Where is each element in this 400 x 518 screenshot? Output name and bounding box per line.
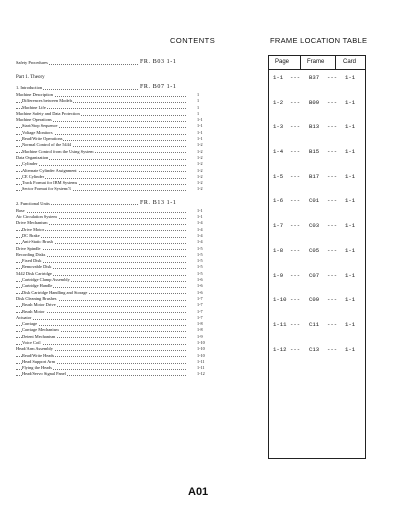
toc-entry-title: Machine Description — [16, 92, 53, 97]
frame-cell-page: 1-9 — [273, 271, 284, 279]
toc-entry-page: 1-2 — [197, 186, 203, 192]
toc-entry-page: 1-2 — [197, 180, 203, 186]
toc-entry-page: 1-7 — [197, 314, 203, 320]
toc-entry-page: 1-6 — [197, 283, 203, 289]
toc-entry-page: 1-4 — [197, 232, 203, 238]
frame-row-separator: --- — [327, 296, 338, 304]
toc-entry-title: Voice Coil — [22, 339, 41, 345]
toc-entry-title: 5442 Disk Cartridge — [16, 270, 52, 276]
frame-table-row — [269, 292, 365, 317]
frame-row-separator: --- — [290, 123, 301, 131]
toc-entry-page: 1 — [197, 110, 200, 116]
frame-row-separator: --- — [290, 345, 301, 353]
toc-entry-page: 1-10 — [197, 339, 205, 345]
toc-entry-title: Head Support Arm — [22, 358, 56, 364]
header-card: Card — [343, 59, 357, 65]
toc-entry-title: Flying the Heads — [22, 365, 52, 371]
toc-entry-page: 1 — [197, 98, 200, 104]
toc-entry-title: Start/Stop Sequence — [22, 123, 58, 129]
toc-entry-title: Cartridge Handle — [22, 283, 53, 289]
toc-entry-page: 1-6 — [197, 277, 203, 283]
frame-cell-page: 1-3 — [273, 123, 284, 131]
toc-entry-page: 1-1 — [197, 129, 203, 135]
toc-entry-page: 1-5 — [197, 270, 203, 276]
toc-entry-page: 1-12 — [197, 371, 205, 377]
toc-entry-title: Drive Mechanism — [16, 220, 48, 226]
frame-cell-card: 1-1 — [345, 123, 356, 131]
toc-entry-title: Disk Cleaning Brushes — [16, 295, 57, 301]
frame-cell-card: 1-1 — [345, 74, 356, 81]
toc-entry-page: 1-5 — [197, 251, 203, 257]
toc-entry-title: Sector Format for System/3 — [22, 186, 71, 192]
frame-table-row — [269, 144, 365, 169]
toc-entry-title: Head/Servo Signal Panel — [22, 371, 66, 377]
frame-row-separator: --- — [327, 123, 338, 131]
toc-entry-page: 1 — [197, 92, 200, 97]
frame-cell-card: 1-1 — [345, 320, 356, 328]
toc-entry-page: 1-2 — [197, 161, 203, 167]
toc-entry-page: 1-1 — [197, 136, 203, 142]
toc-entry-title: Data Organization — [16, 154, 49, 160]
toc-entry-title: Cartridge Clamp Assembly — [22, 277, 70, 283]
toc-entry-page: 1-6 — [197, 289, 203, 295]
toc-entry-title: Base — [16, 207, 25, 213]
frame-table-row — [269, 119, 365, 144]
toc-entry-page: FR. B07 1-1 — [140, 84, 177, 90]
frame-row-separator: --- — [327, 246, 338, 254]
toc-entry-title: Anti-Static Brush — [22, 239, 53, 245]
toc-leader-dots — [16, 165, 186, 166]
toc-entry-page: 1-1 — [197, 117, 203, 123]
frame-row-separator: --- — [327, 197, 338, 205]
frame-cell-frame: C01 — [309, 197, 320, 205]
toc-entry-page: 1-11 — [197, 365, 205, 371]
toc-entry — [16, 83, 248, 92]
header-frame: Frame — [307, 59, 325, 65]
toc-entry-page: 1-2 — [197, 148, 203, 154]
frame-row-separator: --- — [290, 271, 301, 279]
frame-cell-card: 1-1 — [345, 296, 356, 304]
toc-entry-title: Track Format for IBM Systems — [22, 180, 78, 186]
frame-location-table — [268, 55, 366, 459]
frame-cell-frame: B17 — [309, 172, 320, 180]
frame-cell-page: 1-12 — [273, 345, 287, 353]
toc-entry-title: Machine Safety and Data Protection — [16, 110, 80, 116]
toc-entry-page: 1-5 — [197, 264, 203, 270]
toc-entry-title: Machine Control from the Using System — [22, 148, 94, 154]
frame-cell-page: 1-5 — [273, 172, 284, 180]
frame-row-separator: --- — [327, 172, 338, 180]
frame-cell-frame: C07 — [309, 271, 320, 279]
frame-cell-page: 1-1 — [273, 74, 284, 81]
toc-entry-title: Read/Write Heads — [22, 352, 55, 358]
frame-row-separator: --- — [290, 320, 301, 328]
toc-entry-page: 1-5 — [197, 258, 203, 264]
toc-leader-dots — [16, 212, 186, 213]
toc-entry-page: 1-1 — [197, 207, 203, 213]
frame-table-header — [269, 56, 365, 70]
contents-title: CONTENTS — [170, 36, 216, 45]
toc-entry-title: Actuator — [16, 314, 32, 320]
toc-entry-page: 1-7 — [197, 295, 203, 301]
frame-cell-card: 1-1 — [345, 172, 356, 180]
frame-cell-page: 1-7 — [273, 222, 284, 230]
toc-entry-page: FR. B03 1-1 — [140, 59, 177, 65]
frame-row-separator: --- — [290, 172, 301, 180]
toc-entry-title: Brush Motor — [22, 308, 45, 314]
frame-cell-card: 1-1 — [345, 148, 356, 156]
frame-row-separator: --- — [290, 74, 301, 81]
toc-entry-page: 1-4 — [197, 239, 203, 245]
toc-entry-page: 1-1 — [197, 214, 203, 220]
frame-cell-frame: C05 — [309, 246, 320, 254]
toc-entry-title: Read/Write Operations — [22, 136, 63, 142]
toc-entry-page: 1-9 — [197, 333, 203, 339]
toc-entry-page: 1-2 — [197, 142, 203, 148]
toc-entry-page: 1-10 — [197, 352, 205, 358]
frame-row-separator: --- — [327, 98, 338, 106]
frame-row-separator: --- — [327, 345, 338, 353]
toc-part-heading — [16, 73, 248, 83]
toc-entry-title: Normal Control of the 5444 — [22, 142, 72, 148]
frame-cell-frame: C09 — [309, 296, 320, 304]
frame-row-separator: --- — [327, 222, 338, 230]
frame-table-row — [269, 70, 365, 95]
toc-entry-page: 1-2 — [197, 167, 203, 173]
toc-entry-page: 1-8 — [197, 327, 203, 333]
table-of-contents — [16, 58, 248, 378]
fiche-page-mark: A01 — [188, 486, 209, 498]
toc-entry-title: Air Circulation System — [16, 214, 57, 220]
toc-leader-dots — [16, 319, 186, 320]
frame-cell-frame: B09 — [309, 98, 320, 106]
frame-cell-frame: B13 — [309, 123, 320, 131]
frame-row-separator: --- — [327, 320, 338, 328]
frame-cell-frame: B15 — [309, 148, 320, 156]
frame-cell-page: 1-8 — [273, 246, 284, 254]
toc-entry-title: Voltage Monitors — [22, 129, 53, 135]
toc-entry — [16, 371, 248, 377]
toc-entry-title: 2. Functional Units — [16, 200, 50, 206]
toc-leader-dots — [16, 325, 186, 326]
toc-entry-title: Disk Cartridge Handling and Storage — [22, 289, 88, 295]
toc-entry-page: FR. B13 1-1 — [140, 199, 177, 206]
toc-entry-title: Brush Motor Drive — [22, 302, 56, 308]
toc-entry-page: 1-2 — [197, 154, 203, 160]
frame-cell-frame: B37 — [309, 74, 320, 81]
frame-row-separator: --- — [327, 271, 338, 279]
frame-row-separator: --- — [290, 98, 301, 106]
toc-entry-page: 1 — [197, 104, 200, 110]
frame-cell-card: 1-1 — [345, 271, 356, 279]
toc-entry-title: Detent Mechanism — [22, 333, 56, 339]
frame-row-separator: --- — [290, 148, 301, 156]
frame-cell-frame: C11 — [309, 320, 320, 328]
toc-entry-title: Part 1. Theory — [16, 73, 46, 83]
frame-table-row — [269, 218, 365, 243]
toc-entry-page: 1-11 — [197, 358, 205, 364]
frame-cell-frame: C13 — [309, 345, 320, 353]
frame-row-separator: --- — [290, 246, 301, 254]
frame-row-separator: --- — [290, 197, 301, 205]
frame-cell-card: 1-1 — [345, 345, 356, 353]
toc-entry-title: Safety Procedures — [16, 60, 48, 65]
frame-row-separator: --- — [327, 148, 338, 156]
frame-cell-card: 1-1 — [345, 197, 356, 205]
toc-entry-title: Head/Arm Assembly — [16, 346, 53, 352]
toc-entry — [16, 58, 248, 67]
toc-entry-page: 1-5 — [197, 245, 203, 251]
frame-table-row — [269, 317, 365, 342]
toc-entry-title: Carriage — [22, 321, 38, 327]
toc-entry-page: 1-10 — [197, 346, 205, 352]
toc-entry-title: Drive Spindle — [16, 245, 41, 251]
frame-table-row — [269, 95, 365, 120]
toc-entry-title: Recording Disks — [16, 251, 46, 257]
toc-entry-title: Differences between Models — [22, 98, 73, 104]
toc-entry-page: 1-8 — [197, 321, 203, 327]
frame-table-row — [269, 243, 365, 268]
frame-table-row — [269, 268, 365, 293]
toc-entry-title: DC Brake — [22, 232, 40, 238]
toc-entry-page: 1-4 — [197, 226, 203, 232]
frame-cell-page: 1-10 — [273, 296, 287, 304]
toc-leader-dots — [16, 237, 186, 238]
toc-entry-title: Machine Life — [22, 104, 46, 110]
frame-table-row — [269, 342, 365, 367]
frame-table-row — [269, 193, 365, 218]
frame-row-separator: --- — [290, 222, 301, 230]
frame-location-table-title: FRAME LOCATION TABLE — [270, 36, 368, 45]
frame-cell-page: 1-6 — [273, 197, 284, 205]
toc-entry-title: 1. Introduction — [16, 85, 43, 90]
header-page: Page — [275, 59, 290, 65]
toc-entry-title: Alternate Cylinder Assignment — [22, 167, 77, 173]
frame-cell-card: 1-1 — [345, 222, 356, 230]
toc-entry-page: 1-1 — [197, 123, 203, 129]
toc-entry-title: Fixed Disk — [22, 258, 42, 264]
frame-cell-page: 1-4 — [273, 148, 284, 156]
toc-entry-title: Removable Disk — [22, 264, 52, 270]
toc-entry-page: 1-7 — [197, 302, 203, 308]
toc-entry-title: Cylinder — [22, 161, 38, 167]
frame-cell-card: 1-1 — [345, 98, 356, 106]
toc-entry-title: Carriage Mechanism — [22, 327, 59, 333]
toc-entry-page: 1-4 — [197, 220, 203, 226]
toc-entry-page: 1-7 — [197, 308, 203, 314]
toc-entry-title: Machine Operations — [16, 117, 52, 123]
frame-cell-frame: C03 — [309, 222, 320, 230]
toc-entry-title: CE Cylinder — [22, 173, 45, 179]
toc-entry-title: Drive Motor — [22, 226, 45, 232]
frame-row-separator: --- — [290, 296, 301, 304]
frame-row-separator: --- — [327, 74, 338, 81]
frame-cell-page: 1-2 — [273, 98, 284, 106]
frame-table-row — [269, 169, 365, 194]
toc-entry-page: 1-2 — [197, 173, 203, 179]
frame-cell-card: 1-1 — [345, 246, 356, 254]
frame-cell-page: 1-11 — [273, 320, 287, 328]
frame-table-body — [269, 70, 365, 366]
toc-entry — [16, 199, 248, 208]
